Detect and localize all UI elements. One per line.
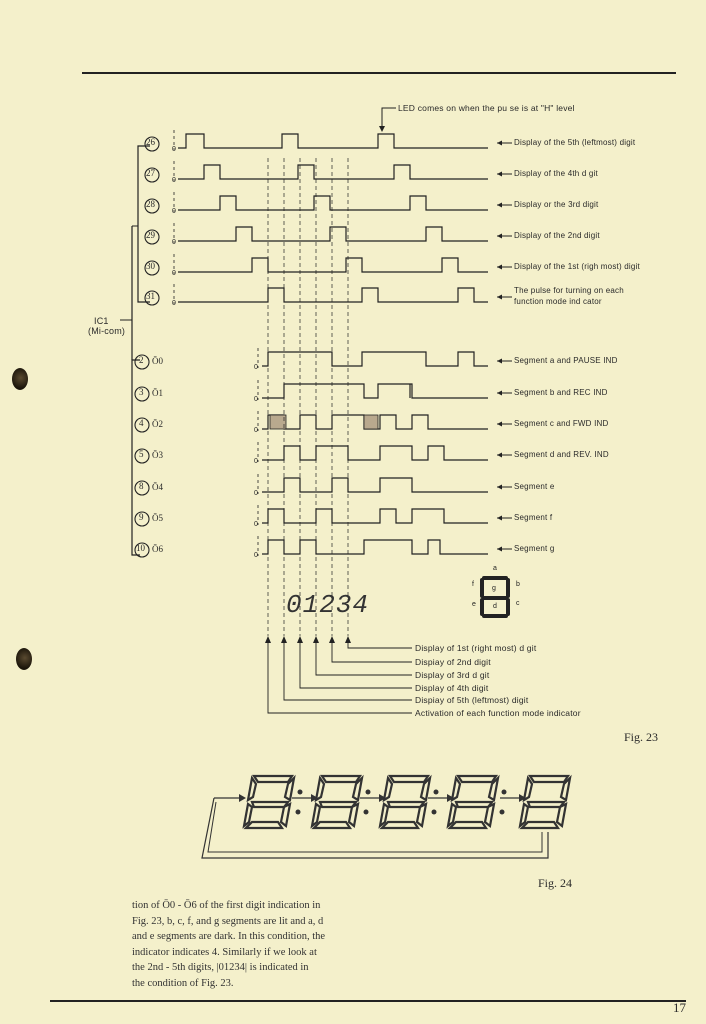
waveform-trace bbox=[262, 540, 488, 554]
pin-number: 4 bbox=[139, 418, 144, 428]
waveform-trace bbox=[262, 478, 488, 492]
fig24-segment bbox=[524, 778, 532, 800]
legend-leader bbox=[268, 640, 412, 713]
fig24-segment bbox=[390, 776, 428, 782]
pin-name: Ō4 bbox=[152, 482, 163, 492]
fig24-segment bbox=[252, 802, 288, 807]
legend-5: Dispiay of 5th (leftmost) digit bbox=[415, 695, 529, 705]
caption-arrowhead bbox=[497, 295, 502, 300]
fig24-segment bbox=[322, 776, 360, 782]
pin-name: Ō5 bbox=[152, 513, 163, 523]
pin-number: 8 bbox=[139, 481, 144, 491]
pin-name: Ō3 bbox=[152, 450, 163, 460]
signal-caption: Display of the 2nd digit bbox=[514, 231, 600, 240]
signal-caption: Segment b and REC IND bbox=[514, 388, 608, 397]
legend-leader bbox=[332, 640, 412, 662]
waveform-trace bbox=[178, 134, 488, 148]
fig24-segment bbox=[248, 778, 256, 800]
caption-arrowhead bbox=[497, 547, 502, 552]
signal-caption: Display or the 3rd digit bbox=[514, 200, 599, 209]
pin-name: Ō6 bbox=[152, 544, 163, 554]
legend-3: Display of 3rd d git bbox=[415, 670, 490, 680]
signal-caption: Display of the 5th (leftmost) digit bbox=[514, 138, 636, 147]
legend-arrowhead bbox=[329, 636, 335, 643]
legend-arrowhead bbox=[345, 636, 351, 643]
pin-name: Ō0 bbox=[152, 356, 163, 366]
fig24-segment bbox=[450, 822, 486, 828]
zero-level-label: 0 bbox=[254, 521, 259, 528]
zero-level-label: 0 bbox=[254, 458, 259, 465]
pin-number: 28 bbox=[146, 199, 155, 209]
pin-number: 31 bbox=[146, 291, 155, 301]
waveform-trace bbox=[262, 384, 488, 398]
pin-number: 5 bbox=[139, 449, 144, 459]
fig-24-label: Fig. 24 bbox=[538, 876, 573, 890]
paragraph-line: and e segments are dark. In this condition, the bbox=[132, 931, 326, 943]
signal-caption: Segment g bbox=[514, 544, 555, 553]
legend-arrowhead bbox=[281, 636, 287, 643]
legend-leader bbox=[300, 640, 412, 688]
legend-2: Dispiay of 2nd digit bbox=[415, 657, 491, 667]
legend-leader bbox=[316, 640, 412, 675]
caption-arrowhead bbox=[497, 359, 502, 364]
paragraph-line: the condition of Fig. 23. bbox=[132, 977, 234, 989]
pin-number: 3 bbox=[139, 387, 144, 397]
waveform-trace bbox=[178, 227, 488, 241]
signal-caption: Segment e bbox=[514, 482, 555, 491]
waveform-trace bbox=[178, 165, 488, 179]
zero-level-label: 0 bbox=[254, 552, 259, 559]
signal-caption: Display of the 1st (righ most) digit bbox=[514, 262, 640, 271]
pin-number: 27 bbox=[146, 168, 155, 178]
caption-arrowhead bbox=[497, 485, 502, 490]
caption-arrowhead bbox=[497, 422, 502, 427]
fig24-segment bbox=[458, 776, 496, 782]
ic-sublabel: (Mi-com) bbox=[88, 326, 126, 336]
zero-level-label: 0 bbox=[172, 300, 177, 307]
ic-label: IC1 bbox=[94, 316, 109, 326]
fig24-colon-dot bbox=[500, 810, 505, 815]
paragraph-line: indicator indicates 4. Similarly if we look at bbox=[132, 946, 317, 958]
legend-1: Display of 1st (right most) d git bbox=[415, 643, 537, 653]
fig24-segment bbox=[522, 822, 558, 828]
hatched-pulse bbox=[270, 415, 286, 429]
fig24-segment bbox=[246, 822, 282, 828]
fig24-segment bbox=[384, 778, 392, 800]
segment-letter: d bbox=[493, 603, 497, 610]
legend-leader bbox=[284, 640, 412, 700]
paragraph-line: Fig. 23, b, c, f, and g segments are lit and a, d bbox=[132, 915, 324, 927]
segment-letter: b bbox=[516, 581, 520, 588]
pin-number: 30 bbox=[146, 261, 155, 271]
pin-number: 29 bbox=[146, 230, 155, 240]
pin-number: 9 bbox=[139, 512, 144, 522]
waveform-trace bbox=[262, 509, 488, 523]
fig24-segment bbox=[528, 802, 564, 807]
fig24-segment bbox=[316, 778, 324, 800]
body-paragraph bbox=[132, 898, 372, 992]
waveform-trace bbox=[262, 352, 488, 366]
legend-arrowhead bbox=[265, 636, 271, 643]
fig24-colon-dot bbox=[502, 790, 507, 795]
fig24-segment bbox=[388, 802, 424, 807]
caption-arrowhead bbox=[497, 234, 502, 239]
fig24-segment bbox=[314, 822, 350, 828]
fig24-colon-dot bbox=[434, 790, 439, 795]
caption-arrowhead bbox=[497, 141, 502, 146]
page-number: 17 bbox=[673, 1000, 686, 1015]
signal-caption: Display of the 4th d git bbox=[514, 169, 598, 178]
legend-leader bbox=[348, 640, 412, 648]
caption-arrowhead bbox=[497, 265, 502, 270]
fig24-segment bbox=[530, 776, 568, 782]
segment-letter: a bbox=[493, 565, 497, 572]
legend-arrowhead bbox=[313, 636, 319, 643]
segment-letter: g bbox=[492, 585, 496, 592]
fig24-arrowhead bbox=[239, 794, 246, 802]
digit-readout: 01234 bbox=[286, 590, 370, 620]
caption-arrowhead bbox=[497, 391, 502, 396]
signal-caption: The pulse for turning on each function mode ind cator bbox=[514, 286, 624, 306]
segment-letter: e bbox=[472, 601, 476, 608]
zero-level-label: 0 bbox=[254, 364, 259, 371]
fig-23-label: Fig. 23 bbox=[624, 730, 659, 744]
waveform-trace bbox=[178, 288, 488, 302]
zero-level-label: 0 bbox=[254, 396, 259, 403]
pin-name: Ō1 bbox=[152, 388, 163, 398]
signal-caption: Segment d and REV. IND bbox=[514, 450, 609, 459]
zero-level-label: 0 bbox=[172, 270, 177, 277]
zero-level-label: 0 bbox=[254, 427, 259, 434]
signal-caption: Segment c and FWD IND bbox=[514, 419, 609, 428]
caption-arrowhead bbox=[497, 516, 502, 521]
hatched-pulse bbox=[364, 415, 378, 429]
paragraph-line: the 2nd - 5th digits, |01234| is indicated in bbox=[132, 962, 309, 974]
zero-level-label: 0 bbox=[172, 146, 177, 153]
waveform-trace bbox=[262, 446, 488, 460]
pin-name: Ō2 bbox=[152, 419, 163, 429]
fig24-colon-dot bbox=[432, 810, 437, 815]
waveform-trace bbox=[178, 258, 488, 272]
paragraph-line: tion of Ō0 - Ō6 of the first digit indication in bbox=[132, 900, 321, 911]
pin-number: 2 bbox=[139, 355, 144, 365]
fig24-segment bbox=[320, 802, 356, 807]
header-note: LED comes on when the pu se is at "H" level bbox=[398, 103, 575, 113]
fig24-colon-dot bbox=[296, 810, 301, 815]
signal-caption: Segment f bbox=[514, 513, 553, 522]
caption-arrowhead bbox=[497, 172, 502, 177]
caption-arrowhead bbox=[497, 203, 502, 208]
legend-4: Display of 4th digit bbox=[415, 683, 489, 693]
caption-arrowhead bbox=[497, 453, 502, 458]
segment-letter: f bbox=[472, 581, 474, 588]
waveform-trace bbox=[178, 196, 488, 210]
zero-level-label: 0 bbox=[172, 208, 177, 215]
fig24-colon-dot bbox=[366, 790, 371, 795]
fig24-segment bbox=[456, 802, 492, 807]
fig24-segment bbox=[382, 822, 418, 828]
signal-caption: Segment a and PAUSE IND bbox=[514, 356, 618, 365]
pin-number: 10 bbox=[136, 543, 145, 553]
legend-arrowhead bbox=[297, 636, 303, 643]
zero-level-label: 0 bbox=[254, 490, 259, 497]
zero-level-label: 0 bbox=[172, 239, 177, 246]
segment-letter: c bbox=[516, 600, 520, 607]
legend-6: Activation of each function mode indicator bbox=[415, 708, 581, 718]
pin-number: 26 bbox=[146, 137, 155, 147]
led-note-arrowhead bbox=[379, 126, 385, 132]
fig24-colon-dot bbox=[298, 790, 303, 795]
fig24-colon-dot bbox=[364, 810, 369, 815]
zero-level-label: 0 bbox=[172, 177, 177, 184]
fig24-segment bbox=[452, 778, 460, 800]
fig24-segment bbox=[254, 776, 292, 782]
